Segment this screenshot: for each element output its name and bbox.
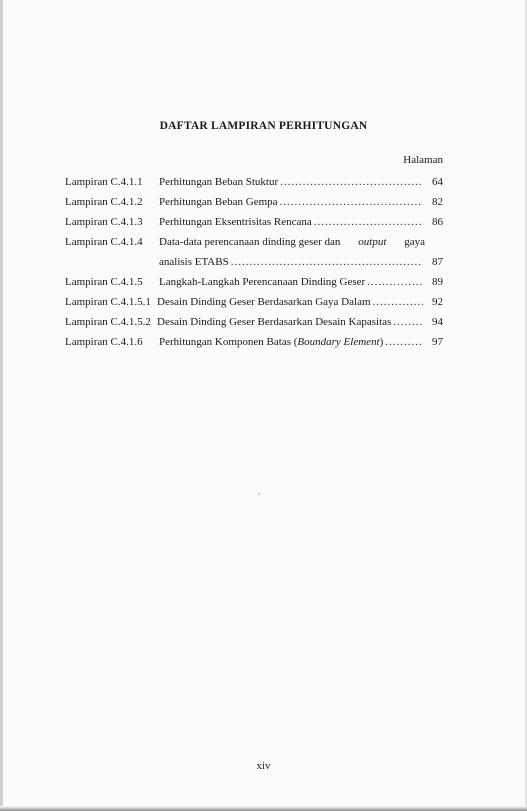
page-number-footer: xiv [256, 760, 271, 772]
entry-page: 97 [432, 336, 443, 348]
entry-description-line [157, 312, 425, 332]
entry-title-part: gaya [404, 236, 425, 248]
dot-leader [393, 312, 423, 332]
entry-page: 86 [432, 216, 443, 228]
entry-title-part: Data-data perencanaan dinding geser dan [159, 236, 341, 248]
page-title: DAFTAR LAMPIRAN PERHITUNGAN [159, 120, 368, 132]
entry-code: Lampiran C.4.1.5.1 [65, 296, 151, 308]
entry-title-italic: Boundary Element [297, 336, 380, 348]
dot-leader [314, 212, 423, 232]
list-item [65, 272, 443, 292]
entry-description-line [159, 252, 425, 272]
list-item [65, 172, 443, 192]
scan-bottom-edge [0, 806, 527, 811]
entry-title-italic: output [358, 236, 387, 248]
scan-speck [258, 493, 260, 495]
dot-leader [280, 172, 423, 192]
entry-page: 94 [432, 316, 443, 328]
entry-title: Perhitungan Beban Gempa [159, 196, 278, 208]
entry-title: Desain Dinding Geser Berdasarkan Desain Kapasitas [157, 316, 392, 328]
entry-description-line [159, 232, 425, 252]
entry-title: Desain Dinding Geser Berdasarkan Gaya Dalam [157, 296, 371, 308]
entry-code: Lampiran C.4.1.5 [65, 276, 143, 288]
entry-description-line [159, 272, 425, 292]
list-item [65, 232, 443, 272]
entry-description-line [159, 332, 425, 352]
entry-code: Lampiran C.4.1.2 [65, 196, 143, 208]
list-item [65, 192, 443, 212]
entry-title: Perhitungan Beban Stuktur [159, 176, 279, 188]
entry-title-part: ) [379, 336, 384, 348]
entry-code: Lampiran C.4.1.5.2 [65, 316, 151, 328]
entry-code: Lampiran C.4.1.6 [65, 336, 143, 348]
entry-code: Lampiran C.4.1.1 [65, 176, 143, 188]
dot-leader [385, 332, 423, 352]
entry-title [159, 332, 383, 352]
entry-description-line [157, 292, 425, 312]
entry-page: 89 [432, 276, 443, 288]
entry-code: Lampiran C.4.1.3 [65, 216, 143, 228]
dot-leader [367, 272, 423, 292]
entry-page: 87 [432, 256, 443, 268]
entry-description-line [159, 212, 425, 232]
entry-description-line [159, 192, 425, 212]
list-item [65, 332, 443, 352]
entry-page: 92 [432, 296, 443, 308]
entry-title-part: Perhitungan Komponen Batas ( [159, 336, 298, 348]
list-item [65, 212, 443, 232]
appendix-list [65, 172, 443, 352]
list-item [65, 312, 443, 332]
entry-description-line [159, 172, 425, 192]
entry-title: Langkah-Langkah Perencanaan Dinding Geser [159, 276, 366, 288]
entry-code: Lampiran C.4.1.4 [65, 236, 143, 248]
dot-leader [373, 292, 423, 312]
entry-title: Perhitungan Eksentrisitas Rencana [159, 216, 312, 228]
dot-leader [280, 192, 423, 212]
list-item [65, 292, 443, 312]
entry-page: 82 [432, 196, 443, 208]
entry-page: 64 [432, 176, 443, 188]
halaman-label: Halaman [403, 154, 443, 166]
entry-title-continued: analisis ETABS [159, 256, 229, 268]
dot-leader [231, 252, 423, 272]
